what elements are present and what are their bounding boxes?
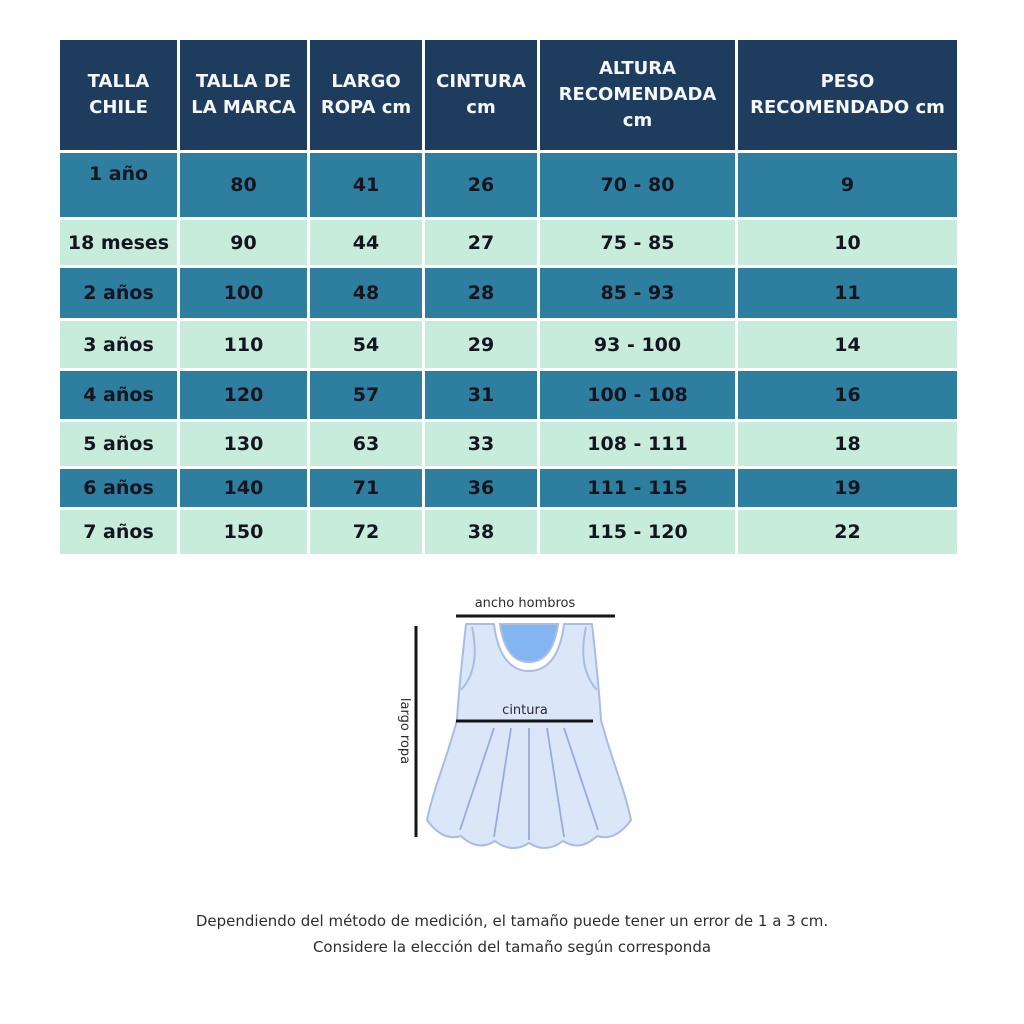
cell-altura: 108 - 111 <box>540 422 735 466</box>
cell-talla: 3 años <box>60 321 177 368</box>
cell-altura: 115 - 120 <box>540 510 735 554</box>
disclaimer-line-1: Dependiendo del método de medición, el tamaño puede tener un error de 1 a 3 cm. <box>195 912 829 930</box>
cell-talla: 4 años <box>60 371 177 419</box>
cell-largo: 71 <box>310 469 422 507</box>
dress-measurement-diagram <box>388 590 652 884</box>
cell-largo: 57 <box>310 371 422 419</box>
table-row <box>60 371 957 419</box>
cell-marca: 140 <box>180 469 307 507</box>
cell-cintura: 38 <box>425 510 537 554</box>
cell-altura: 70 - 80 <box>540 153 735 217</box>
cell-altura: 75 - 85 <box>540 220 735 265</box>
cell-marca: 130 <box>180 422 307 466</box>
cell-talla: 1 año <box>60 153 177 217</box>
cell-cintura: 26 <box>425 153 537 217</box>
cell-largo: 44 <box>310 220 422 265</box>
cell-peso: 19 <box>738 469 957 507</box>
cell-peso: 16 <box>738 371 957 419</box>
cell-largo: 63 <box>310 422 422 466</box>
cell-marca: 90 <box>180 220 307 265</box>
garment-length-label: largo ropa <box>397 697 412 765</box>
cell-largo: 54 <box>310 321 422 368</box>
cell-altura: 93 - 100 <box>540 321 735 368</box>
table-row <box>60 422 957 466</box>
shoulder-width-label: ancho hombros <box>474 596 576 611</box>
header-largo-ropa: LARGO ROPA cm <box>310 40 422 150</box>
dress-illustration <box>427 624 631 848</box>
cell-largo: 41 <box>310 153 422 217</box>
dress-neckline-inner <box>500 624 558 662</box>
cell-cintura: 27 <box>425 220 537 265</box>
cell-cintura: 28 <box>425 268 537 318</box>
header-peso-recomendado: PESO RECOMENDADO cm <box>738 40 957 150</box>
size-chart-header-row <box>60 40 957 150</box>
header-altura-recomendada: ALTURA RECOMENDADA cm <box>540 40 735 150</box>
header-talla-marca: TALLA DE LA MARCA <box>180 40 307 150</box>
cell-cintura: 31 <box>425 371 537 419</box>
cell-peso: 14 <box>738 321 957 368</box>
table-row <box>60 321 957 368</box>
header-talla-chile: TALLA CHILE <box>60 40 177 150</box>
cell-cintura: 33 <box>425 422 537 466</box>
table-row <box>60 268 957 318</box>
cell-peso: 9 <box>738 153 957 217</box>
cell-marca: 80 <box>180 153 307 217</box>
measurement-disclaimer <box>0 908 1024 960</box>
cell-cintura: 29 <box>425 321 537 368</box>
table-row <box>60 510 957 554</box>
cell-marca: 100 <box>180 268 307 318</box>
disclaimer-line-2: Considere la elección del tamaño según corresponda <box>312 938 712 956</box>
cell-talla: 7 años <box>60 510 177 554</box>
cell-marca: 120 <box>180 371 307 419</box>
cell-peso: 10 <box>738 220 957 265</box>
cell-largo: 72 <box>310 510 422 554</box>
size-chart-table <box>57 37 960 557</box>
cell-talla: 18 meses <box>60 220 177 265</box>
cell-talla: 2 años <box>60 268 177 318</box>
cell-altura: 111 - 115 <box>540 469 735 507</box>
cell-altura: 85 - 93 <box>540 268 735 318</box>
cell-altura: 100 - 108 <box>540 371 735 419</box>
table-row <box>60 153 957 217</box>
table-row <box>60 469 957 507</box>
cell-marca: 110 <box>180 321 307 368</box>
header-cintura: CINTURA cm <box>425 40 537 150</box>
cell-talla: 6 años <box>60 469 177 507</box>
cell-talla: 5 años <box>60 422 177 466</box>
cell-peso: 11 <box>738 268 957 318</box>
waist-label: cintura <box>502 703 548 718</box>
cell-marca: 150 <box>180 510 307 554</box>
cell-peso: 18 <box>738 422 957 466</box>
cell-largo: 48 <box>310 268 422 318</box>
cell-cintura: 36 <box>425 469 537 507</box>
table-row <box>60 220 957 265</box>
cell-peso: 22 <box>738 510 957 554</box>
